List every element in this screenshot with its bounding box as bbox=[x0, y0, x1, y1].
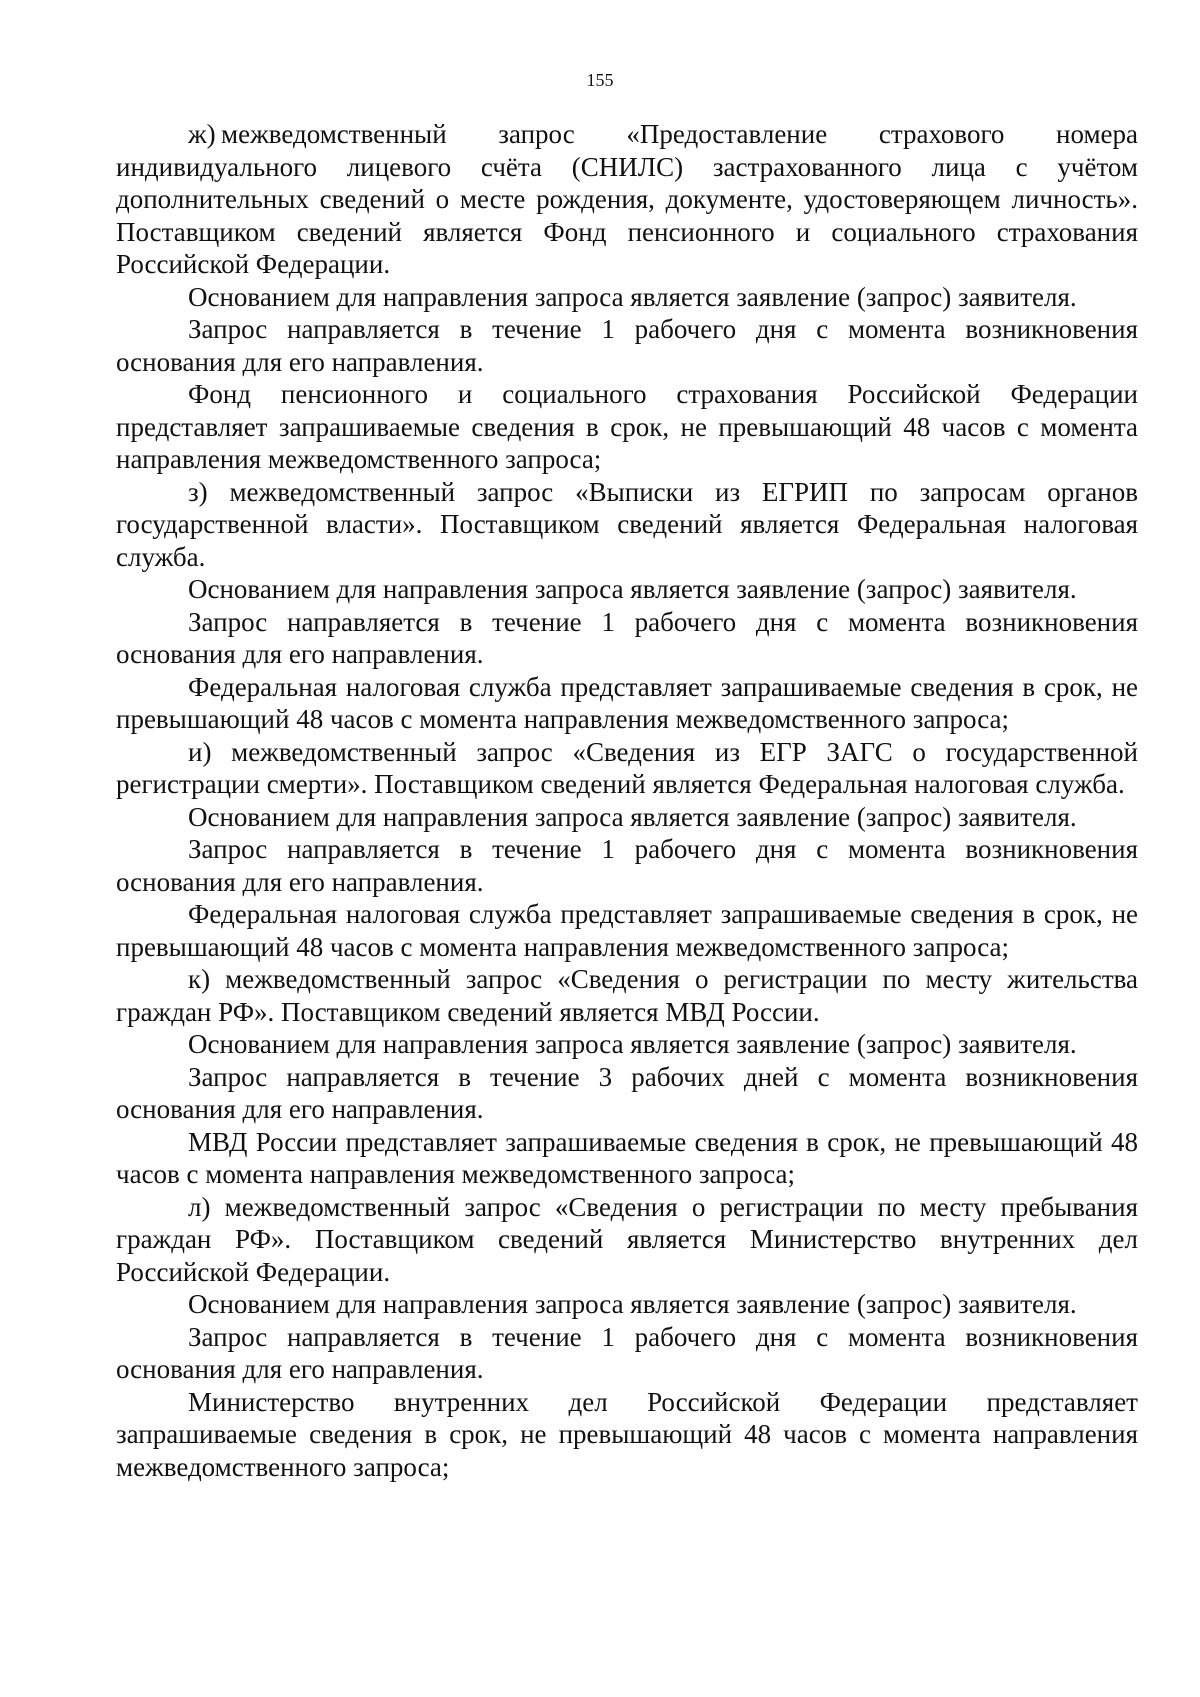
paragraph-i-request: и) межведомственный запрос «Сведения из ЕГР ЗАГС о государственной регистрации смерти». Поставщиком сведений является Федеральная налоговая служба. bbox=[116, 736, 1138, 799]
paragraph-timing: Запрос направляется в течение 1 рабочего дня с момента возникновения основания для его направления. bbox=[116, 314, 1138, 377]
paragraph-timing: Запрос направляется в течение 3 рабочих дней с момента возникновения основания для его направления. bbox=[116, 1061, 1138, 1124]
paragraph-basis: Основанием для направления запроса является заявление (запрос) заявителя. bbox=[188, 574, 1077, 604]
paragraph-zh-request: ж) межведомственный запрос «Предоставление страхового номера индивидуального лицевого счёта (СНИЛС) застрахованного лица с учётом дополнительных сведений о месте рождения, документе, удостоверяющем личность». Поставщиком сведений является Фонд пенсионного и социального страхования Российской Федерации. bbox=[116, 119, 1138, 279]
paragraph-k-request: к) межведомственный запрос «Сведения о регистрации по месту жительства граждан РФ». Поставщиком сведений является МВД России. bbox=[116, 964, 1138, 1027]
paragraph-basis: Основанием для направления запроса является заявление (запрос) заявителя. bbox=[188, 1289, 1077, 1319]
paragraph-l-request: л) межведомственный запрос «Сведения о регистрации по месту пребывания граждан РФ». Поставщиком сведений является Министерство внутренних дел Российской Федерации. bbox=[116, 1191, 1138, 1287]
document-body bbox=[116, 118, 1138, 1483]
paragraph-provider-response: Федеральная налоговая служба представляет запрашиваемые сведения в срок, не превышающий 48 часов с момента направления межведомственного запроса; bbox=[116, 671, 1138, 734]
paragraph-z-request: з) межведомственный запрос «Выписки из ЕГРИП по запросам органов государственной власти». Поставщиком сведений является Федеральная налоговая служба. bbox=[116, 476, 1138, 572]
paragraph-provider-response: Министерство внутренних дел Российской Федерации представляет запрашиваемые сведения в срок, не превышающий 48 часов с момента направления межведомственного запроса; bbox=[116, 1386, 1138, 1482]
paragraph-timing: Запрос направляется в течение 1 рабочего дня с момента возникновения основания для его направления. bbox=[116, 834, 1138, 897]
paragraph-provider-response: Фонд пенсионного и социального страхования Российской Федерации представляет запрашиваемые сведения в срок, не превышающий 48 часов с момента направления межведомственного запроса; bbox=[116, 379, 1138, 474]
paragraph-basis: Основанием для направления запроса является заявление (запрос) заявителя. bbox=[188, 1029, 1077, 1059]
paragraph-timing: Запрос направляется в течение 1 рабочего дня с момента возникновения основания для его направления. bbox=[116, 1321, 1138, 1384]
paragraph-basis: Основанием для направления запроса является заявление (запрос) заявителя. bbox=[188, 801, 1077, 832]
paragraph-provider-response: Федеральная налоговая служба представляет запрашиваемые сведения в срок, не превышающий 48 часов с момента направления межведомственного запроса; bbox=[116, 899, 1138, 962]
page-number: 155 bbox=[586, 70, 614, 90]
paragraph-provider-response: МВД России представляет запрашиваемые сведения в срок, не превышающий 48 часов с момента направления межведомственного запроса; bbox=[116, 1126, 1138, 1189]
paragraph-basis: Основанием для направления запроса является заявление (запрос) заявителя. bbox=[188, 281, 1077, 312]
paragraph-timing: Запрос направляется в течение 1 рабочего дня с момента возникновения основания для его направления. bbox=[116, 606, 1138, 669]
